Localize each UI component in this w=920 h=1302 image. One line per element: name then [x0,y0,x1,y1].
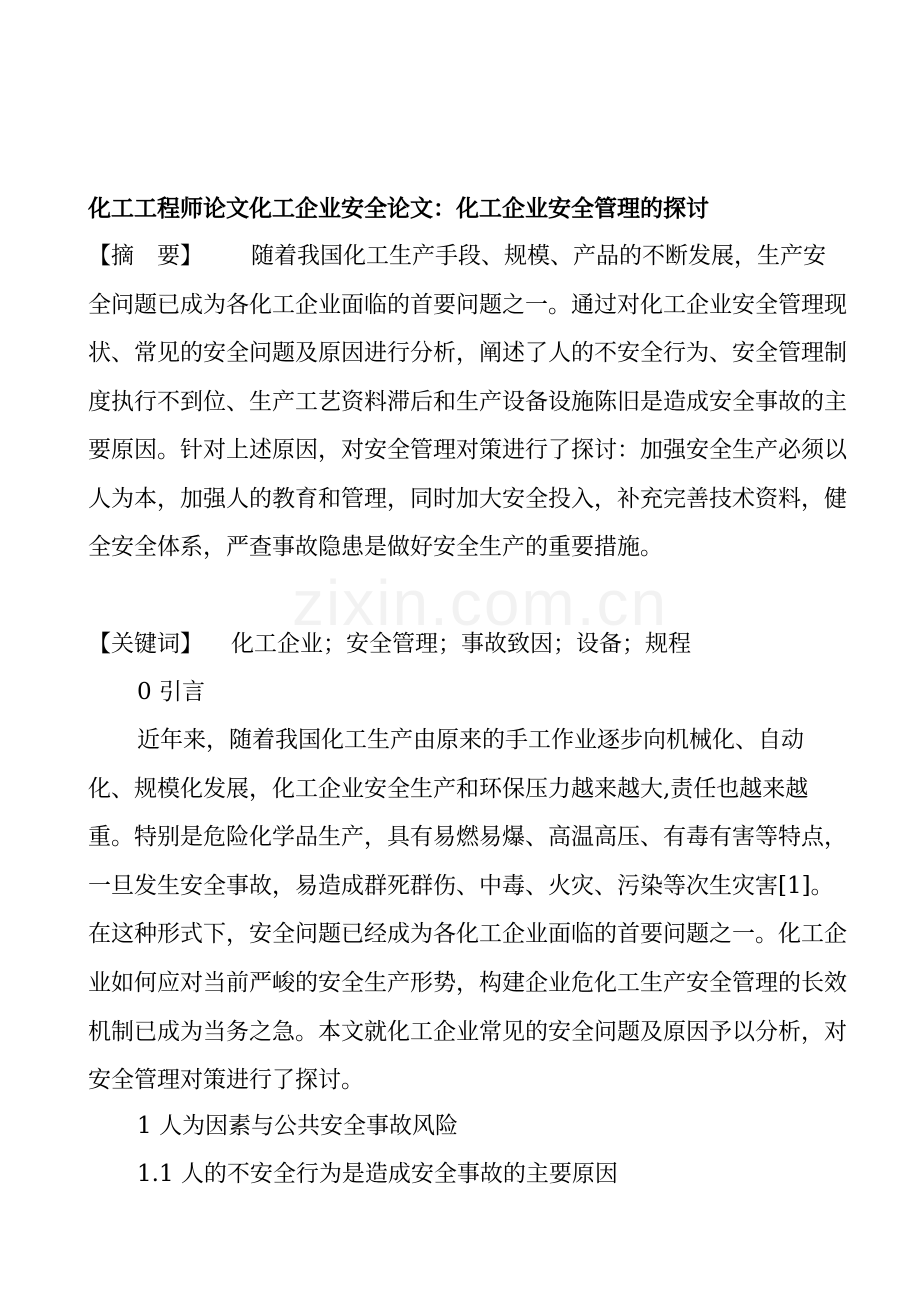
keywords-label: 【关键词】 [88,631,203,657]
keywords-text: 化工企业；安全管理；事故致因；设备；规程 [231,631,691,657]
section-1-heading: 1 人为因素与公共安全事故风险 [137,1113,458,1139]
abstract-paragraph [88,232,848,572]
document-title: 化工工程师论文化工企业安全论文：化工企业安全管理的探讨 [88,195,709,222]
watermark: zixin.com.cn [292,567,669,639]
abstract-text: 随着我国化工生产手段、规模、产品的不断发展，生产安全问题已成为各化工企业面临的首要问题之一。通过对化工企业安全管理现状、常见的安全问题及原因进行分析，阐述了人的不安全行为、安全管理制度执行不到位、生产工艺资料滞后和生产设备设施陈旧是造成安全事故的主要原因。针对上述原因，对安全管理对策进行了探讨：加强安全生产必须以人为本，加强人的教育和管理，同时加大安全投入，补充完善技术资料，健全安全体系，严查事故隐患是做好安全生产的重要措施。 [88,243,847,560]
intro-paragraph: 近年来，随着我国化工生产由原来的手工作业逐步向机械化、自动化、规模化发展，化工企业安全生产和环保压力越来越大,责任也越来越重。特别是危险化学品生产，具有易燃易爆、高温高压、有毒有害等特点，一旦发生安全事故，易造成群死群伤、中毒、火灾、污染等次生灾害[1]。在这种形式下，安全问题已经成为各化工企业面临的首要问题之一。化工企业如何应对当前严峻的安全生产形势，构建企业危化工生产安全管理的长效机制已成为当务之急。本文就化工企业常见的安全问题及原因予以分析，对安全管理对策进行了探讨。 [88,727,847,1094]
intro-heading: 0 引言 [137,679,205,705]
keywords-paragraph [88,620,848,669]
section-1-1-heading: 1.1 人的不安全行为是造成安全事故的主要原因 [137,1161,618,1187]
abstract-label: 【摘 要】 [88,243,203,269]
